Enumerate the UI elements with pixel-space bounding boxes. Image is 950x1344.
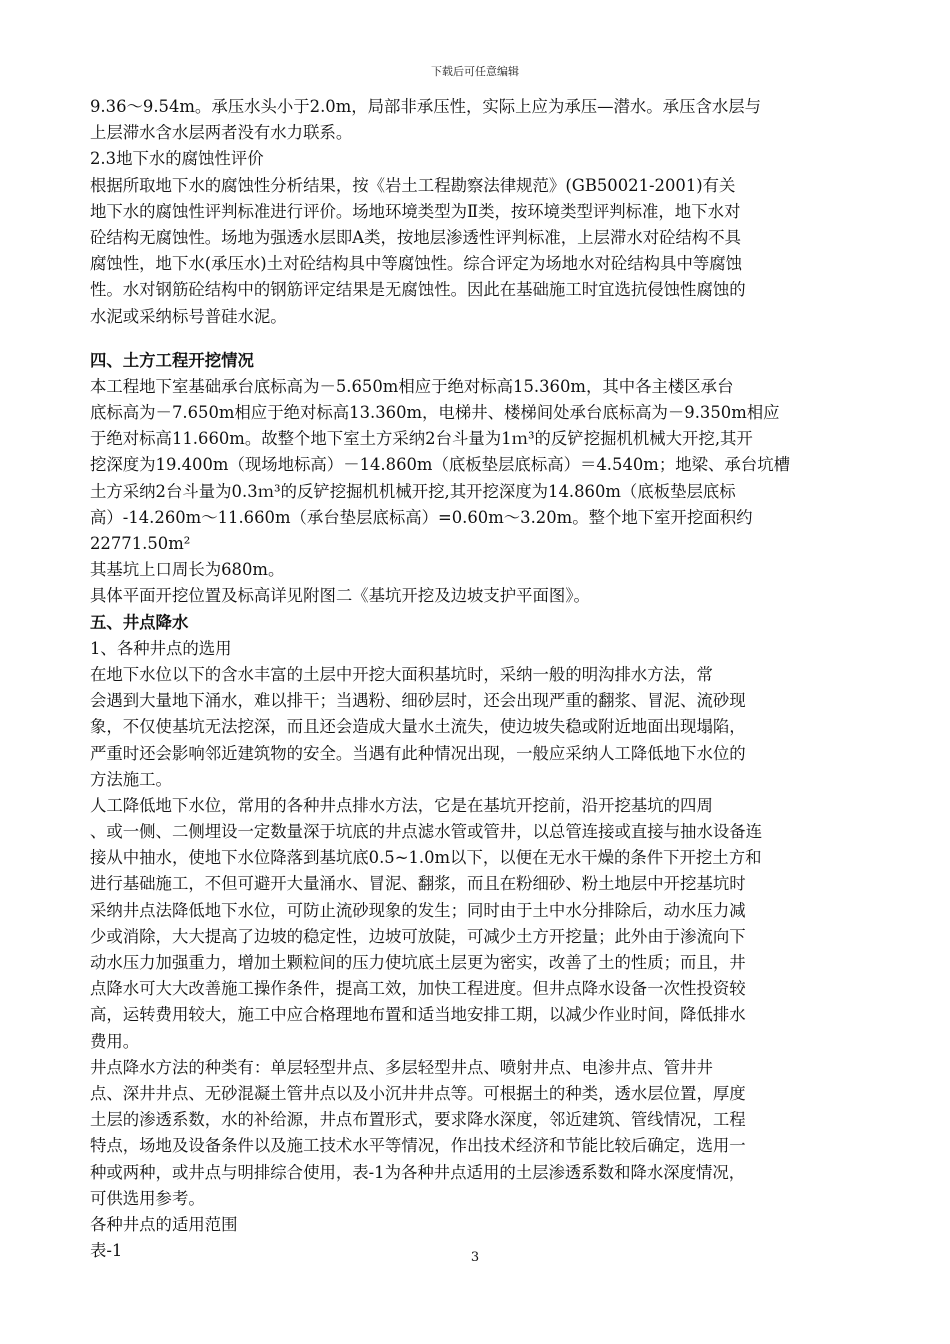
paragraph-line: 井点降水方法的种类有：单层轻型井点、多层轻型井点、喷射井点、电渗井点、管井井 bbox=[90, 1057, 713, 1077]
page-header: 下载后可任意编辑 bbox=[431, 65, 519, 78]
body-text bbox=[90, 94, 870, 1290]
paragraph-line: 特点，场地及设备条件以及施工技术水平等情况，作出技术经济和节能比较后确定，选用一 bbox=[90, 1136, 746, 1156]
paragraph-line: 水泥或采纳标号普硅水泥。 bbox=[90, 306, 287, 326]
paragraph-line: 在地下水位以下的含水丰富的土层中开挖大面积基坑时，采纳一般的明沟排水方法，常 bbox=[90, 664, 713, 684]
paragraph-line: 上层滞水含水层两者没有水力联系。 bbox=[90, 123, 353, 143]
paragraph-line: 具体平面开挖位置及标高详见附图二《基坑开挖及边坡支护平面图》。 bbox=[90, 586, 590, 606]
paragraph-line: 少或消除，大大提高了边坡的稳定性，边坡可放陡，可减少土方开挖量；此外由于渗流向下 bbox=[90, 926, 746, 946]
paragraph-line: 可供选用参考。 bbox=[90, 1188, 205, 1208]
paragraph-line: 接从中抽水，使地下水位降落到基坑底0.5~1.0m以下，以便在无水干燥的条件下开挖土方和 bbox=[90, 848, 762, 868]
paragraph-line: 点、深井井点、无砂混凝土管井点以及小沉井井点等。可根据土的种类，透水层位置，厚度 bbox=[90, 1083, 746, 1103]
section-heading: 四、土方工程开挖情况 bbox=[90, 350, 254, 370]
paragraph-line: 各种井点的适用范围 bbox=[90, 1214, 238, 1234]
paragraph-line: 严重时还会影响邻近建筑物的安全。当遇有此种情况出现，一般应采纳人工降低地下水位的 bbox=[90, 743, 746, 763]
subsection-heading: 1、各种井点的选用 bbox=[90, 638, 232, 658]
table-caption: 表-1 bbox=[90, 1241, 123, 1261]
paragraph-line: 于绝对标高11.660m。故整个地下室土方采纳2台斗量为1ｍ³的反铲挖掘机机械大开挖,其开 bbox=[90, 429, 753, 449]
paragraph-line: 象，不仅使基坑无法挖深，而且还会造成大量水土流失，使边坡失稳或附近地面出现塌陷， bbox=[90, 717, 746, 737]
paragraph-line: 人工降低地下水位，常用的各种井点排水方法，它是在基坑开挖前，沿开挖基坑的四周 bbox=[90, 795, 713, 815]
paragraph-line: 会遇到大量地下涌水，难以排干；当遇粉、细砂层时，还会出现严重的翻浆、冒泥、流砂现 bbox=[90, 691, 746, 711]
paragraph-line: 费用。 bbox=[90, 1031, 140, 1051]
page-number: 3 bbox=[470, 1250, 480, 1265]
paragraph-line: 方法施工。 bbox=[90, 769, 172, 789]
paragraph-line: 动水压力加强重力，增加土颗粒间的压力使坑底土层更为密实，改善了土的性质；而且，井 bbox=[90, 953, 746, 972]
section-subheading: 2.3地下水的腐蚀性评价 bbox=[90, 149, 264, 169]
paragraph-line: 其基坑上口周长为680m。 bbox=[90, 560, 285, 580]
paragraph-line: 土层的渗透系数，水的补给源，井点布置形式，要求降水深度，邻近建筑、管线情况，工程 bbox=[90, 1110, 746, 1130]
paragraph-line: 进行基础施工，不但可避开大量涌水、冒泥、翻浆，而且在粉细砂、粉土地层中开挖基坑时 bbox=[90, 874, 746, 894]
paragraph-line: 地下水的腐蚀性评判标准进行评价。场地环境类型为Ⅱ类，按环境类型评判标准，地下水对 bbox=[90, 201, 741, 221]
paragraph-line: 底标高为－7.650m相应于绝对标高13.360m，电梯井、楼梯间处承台底标高为－9.350m相应 bbox=[90, 403, 780, 423]
table-label bbox=[90, 1264, 870, 1290]
blank-line bbox=[90, 330, 870, 348]
paragraph-line: 性。水对钢筋砼结构中的钢筋评定结果是无腐蚀性。因此在基础施工时宜选抗侵蚀性腐蚀的 bbox=[90, 280, 746, 300]
paragraph-line: 9.36～9.54m。承压水头小于2.0m，局部非承压性，实际上应为承压—潜水。承压含水层与 bbox=[90, 97, 762, 116]
paragraph-line: 本工程地下室基础承台底标高为－5.650m相应于绝对标高15.360m，其中各主楼区承台 bbox=[90, 376, 734, 396]
paragraph-line: 、或一侧、二侧埋设一定数量深于坑底的井点滤水管或管井，以总管连接或直接与抽水设备连 bbox=[90, 822, 763, 842]
section-heading: 五、井点降水 bbox=[90, 612, 189, 632]
paragraph-line: 高）-14.260m～11.660m（承台垫层底标高）=0.60m～3.20m。整个地下室开挖面积约 bbox=[90, 507, 753, 527]
paragraph-line: 根据所取地下水的腐蚀性分析结果，按《岩土工程勘察法律规范》(GB50021-2001)有关 bbox=[90, 175, 736, 195]
paragraph-line: 种或两种，或井点与明排综合使用，表-1为各种井点适用的土层渗透系数和降水深度情况， bbox=[90, 1162, 746, 1182]
paragraph-line: 土方采纳2台斗量为0.3ｍ³的反铲挖掘机机械开挖,其开挖深度为14.860m（底板垫层底标 bbox=[90, 481, 736, 501]
paragraph-line: 采纳井点法降低地下水位，可防止流砂现象的发生；同时由于土中水分排除后，动水压力减 bbox=[90, 900, 746, 920]
paragraph-line: 挖深度为19.400m（现场地标高）－14.860m（底板垫层底标高）＝4.540m；地梁、承台坑槽 bbox=[90, 455, 790, 475]
paragraph-line: 高，运转费用较大，施工中应合格理地布置和适当地安排工期，以减少作业时间，降低排水 bbox=[90, 1005, 746, 1025]
paragraph-line: 点降水可大大改善施工操作条件，提高工效，加快工程进度。但井点降水设备一次性投资较 bbox=[90, 979, 746, 999]
paragraph-line: 腐蚀性，地下水(承压水)土对砼结构具中等腐蚀性。综合评定为场地水对砼结构具中等腐蚀 bbox=[90, 254, 743, 274]
paragraph-line: 砼结构无腐蚀性。场地为强透水层即A类，按地层渗透性评判标准，上层滞水对砼结构不具 bbox=[90, 227, 742, 247]
paragraph-line: 22771.50m² bbox=[90, 534, 191, 553]
